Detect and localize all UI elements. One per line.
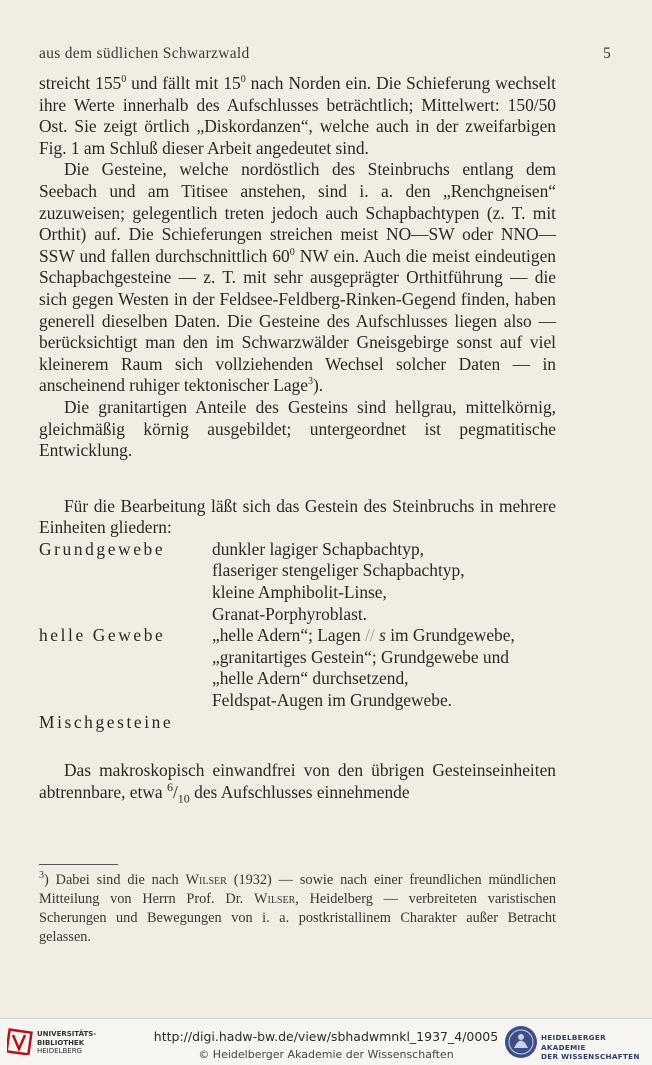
body-text bbox=[39, 73, 556, 810]
unit-desc: dunkler lagiger Schapbachtyp, bbox=[212, 538, 424, 559]
paragraph-5: Das makroskopisch einwandfrei von den übrigen Gesteinseinheiten abtrennbare, etwa $^6/_{10}$ des Aufschlusses einnehmende bbox=[39, 760, 556, 806]
unit-desc: kleine Amphibolit-Linse, bbox=[212, 582, 387, 603]
university-library-logo-text: UNIVERSITÄTS- BIBLIOTHEK HEIDELBERG bbox=[37, 1030, 97, 1055]
viewer-footer bbox=[0, 1018, 652, 1065]
running-header bbox=[39, 45, 611, 63]
unit-term-helle-gewebe: helle Gewebe bbox=[39, 625, 166, 646]
footnote-rule bbox=[39, 864, 118, 865]
paragraph-2: Die Gesteine, welche nordöstlich des Steinbruchs entlang dem Seebach und am Titisee anstehen, sind i. a. den „Renchgneisen“ zuzuweisen; gelegentlich treten jedoch auch Schapbachtypen (z. T. mit Orthit) auf. Die Schieferungen streichen meist NO—SW oder NNO—SSW und fallen durchschnittlich $60^0$ NW ein. Auch die meist eindeutigen Schapbachgesteine — z. T. mit sehr ausgeprägter Orthitführung — die sich gegen Westen in der Feldsee-Feldberg-Rinken-Gegend finden, haben generell dieselben Daten. Die Gesteine des Aufschlusses liegen also — berücksichtigt man den im Schwarzwälder Gneisgebirge sonst auf viel kleinerem Raum sich vollziehenden Wechsel solcher Daten — in anscheinend ruhiger tektonischer Lage$^3$). bbox=[39, 159, 556, 396]
footnote-reference[interactable]: 3 bbox=[307, 376, 313, 388]
unit-desc: „helle Adern“ durchsetzend, bbox=[212, 668, 409, 689]
paragraph-4: Für die Bearbeitung läßt sich das Gestein des Steinbruchs in mehrere Einheiten gliedern: bbox=[39, 495, 556, 538]
unit-desc: flaseriger stengeliger Schapbachtyp, bbox=[212, 560, 465, 581]
running-title: aus dem südlichen Schwarzwald bbox=[39, 45, 250, 62]
copyright-notice: © Heidelberger Akademie der Wissenschaften bbox=[198, 1048, 454, 1061]
academy-seal-icon bbox=[503, 1023, 539, 1061]
footnote: $^3$) Dabei sind die nach Wilser (1932) — sowie nach einer freundlichen mündlichen Mitteilung von Herrn Prof. Dr. Wilser, Heidelberg — verbreiteten varistischen Scherungen und Bewegungen von i. a. postkristallinem Charakter außer Betracht gelassen. bbox=[39, 870, 556, 945]
permalink-url[interactable]: http://digi.hadw-bw.de/view/sbhadwmnkl_1937_4/0005 bbox=[153, 1029, 499, 1044]
units-table bbox=[39, 539, 556, 733]
academy-logo[interactable] bbox=[503, 1023, 648, 1061]
unit-desc: „helle Adern“; Lagen // s im Grundgewebe, bbox=[212, 625, 515, 646]
unit-desc: Granat-Porphyroblast. bbox=[212, 603, 368, 624]
unit-desc: „granitartiges Gestein“; Grundgewebe und bbox=[212, 646, 509, 667]
paragraph-3: Die granitartigen Anteile des Gesteins sind hellgrau, mittelkörnig, gleichmäßig körnig ausgebildet; untergeordnet ist pegmatitische Entwicklung. bbox=[39, 396, 556, 461]
footnote-marker: 3 bbox=[39, 870, 44, 882]
unit-desc: Feldspat-Augen im Grundgewebe. bbox=[212, 690, 453, 711]
unit-term-mischgesteine: Mischgesteine bbox=[39, 711, 174, 732]
page-number: 5 bbox=[602, 45, 611, 62]
unit-term-grundgewebe: Grundgewebe bbox=[39, 538, 166, 559]
academy-logo-text: HEIDELBERGER AKADEMIE DER WISSENSCHAFTEN bbox=[541, 1033, 640, 1061]
paragraph-1: streicht $155^0$ und fällt mit $15^0$ nach Norden ein. Die Schieferung wechselt ihre Werte innerhalb des Aufschlusses beträchtlich; Mittelwert: 150/50 Ost. Sie zeigt örtlich „Diskordanzen“, welche auch in der zweifarbigen Fig. 1 am Schluß dieser Arbeit angedeutet sind. bbox=[39, 73, 556, 158]
